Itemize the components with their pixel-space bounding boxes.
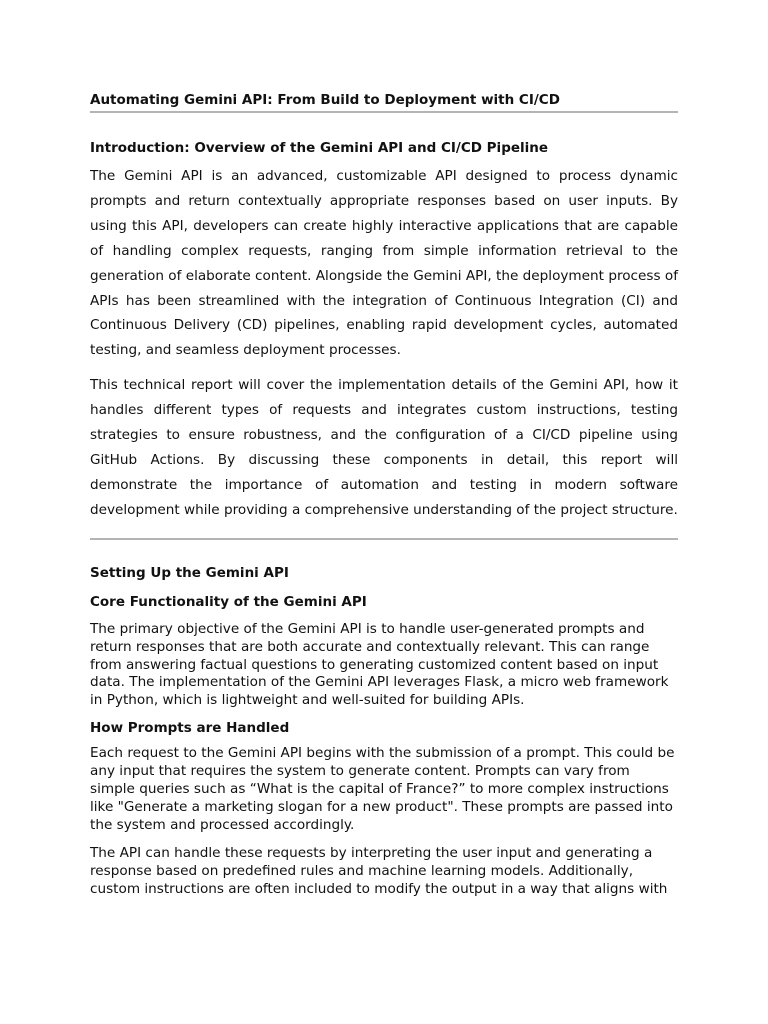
prompts-paragraph-1: Each request to the Gemini API begins with the submission of a prompt. This could be any input that requires the system to generate content. Prompts can vary from simple queries such as “What is the capital of France?” to more complex instructions like "Generate a marketing slogan for a new product". These prompts are passed into the system and processed accordingly. bbox=[90, 745, 675, 833]
setup-heading: Setting Up the Gemini API bbox=[90, 564, 289, 581]
core-functionality-paragraph: The primary objective of the Gemini API is to handle user-generated prompts and return responses that are both accurate and contextually relevant. This can range from answering factual questions to generating customized content based on input data. The implementation of the Gemini API leverages Flask, a micro web framework in Python, which is lightweight and well-suited for building APIs. bbox=[90, 620, 669, 709]
section-divider bbox=[90, 538, 678, 540]
document-body bbox=[90, 90, 678, 898]
document-title: Automating Gemini API: From Build to Deployment with CI/CD bbox=[90, 92, 560, 108]
introduction-heading: Introduction: Overview of the Gemini API and CI/CD Pipeline bbox=[90, 140, 549, 156]
introduction-paragraph-1: The Gemini API is an advanced, customizable API designed to process dynamic prompts and return contextually appropriate responses based on user inputs. By using this API, developers can create highly interactive applications that are capable of handling complex requests, ranging from simple information retrieval to the generation of elaborate content. Alongside the Gemini API, the deployment process of APIs has been streamlined with the integration of Continuous Integration (CI) and Continuous Delivery (CD) pipelines, enabling rapid development cycles, automated testing, and seamless deployment processes. bbox=[90, 168, 678, 359]
prompts-paragraph-2: The API can handle these requests by interpreting the user input and generating a response based on predefined rules and machine learning models. Additionally, custom instructions are often included to modify the output in a way that aligns with bbox=[90, 844, 668, 897]
title-divider bbox=[90, 111, 678, 113]
core-functionality-heading: Core Functionality of the Gemini API bbox=[90, 593, 367, 610]
introduction-paragraph-2: This technical report will cover the implementation details of the Gemini API, how it handles different types of requests and integrates custom instructions, testing strategies to ensure robustness, and the configuration of a CI/CD pipeline using GitHub Actions. By discussing these components in detail, this report will demonstrate the importance of automation and testing in modern software development while providing a comprehensive understanding of the project structure. bbox=[90, 377, 678, 518]
prompts-heading: How Prompts are Handled bbox=[90, 720, 290, 737]
